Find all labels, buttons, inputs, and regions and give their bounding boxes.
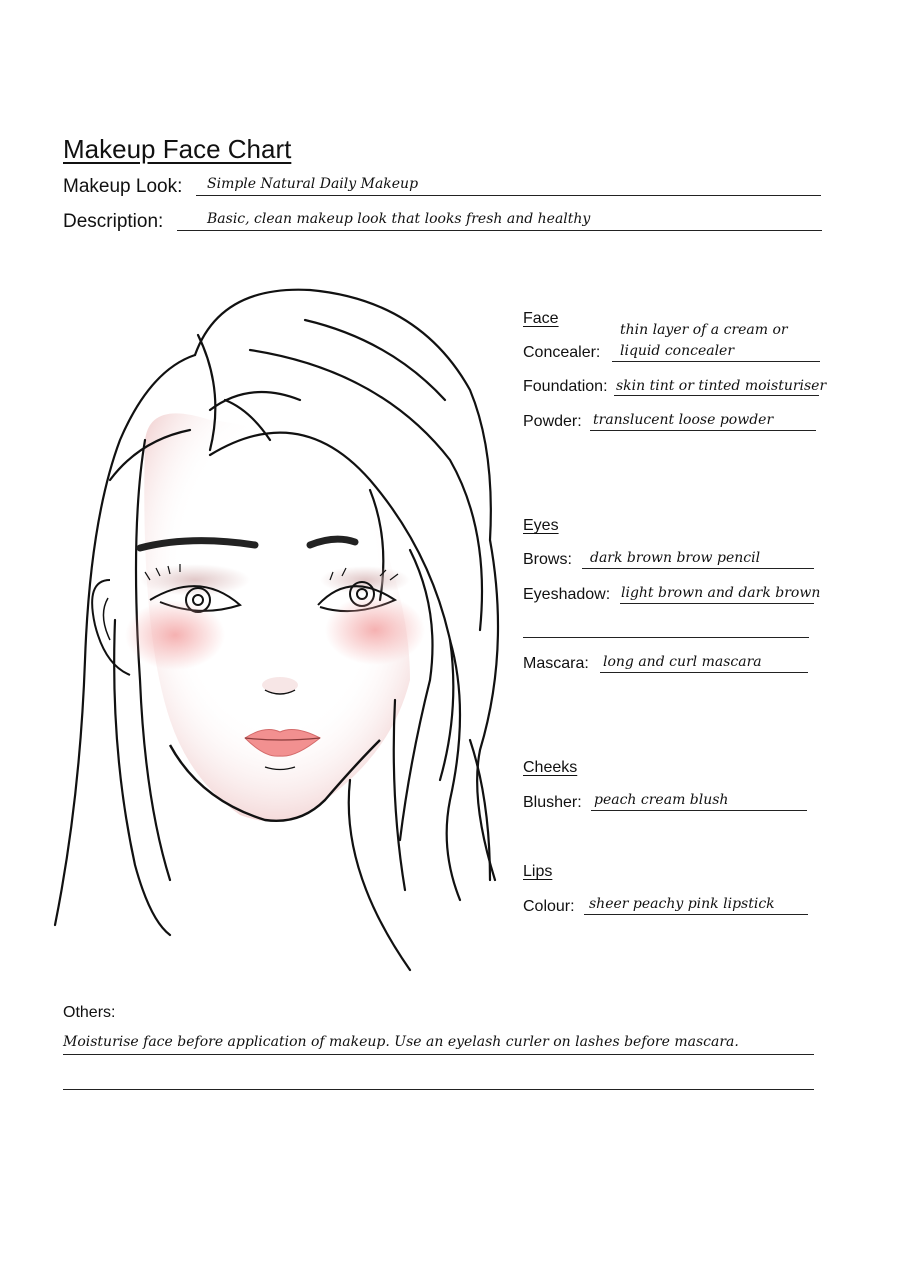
powder-label: Powder: bbox=[523, 413, 582, 430]
concealer-value-line1: thin layer of a cream or bbox=[620, 322, 788, 338]
brows-line bbox=[582, 568, 814, 569]
face-heading: Face bbox=[523, 310, 559, 327]
foundation-label: Foundation: bbox=[523, 378, 608, 395]
page-title: Makeup Face Chart bbox=[63, 134, 292, 164]
lips-heading: Lips bbox=[523, 863, 553, 880]
colour-line bbox=[584, 914, 808, 915]
others-line-1 bbox=[63, 1054, 814, 1055]
makeup-look-label: Makeup Look: bbox=[63, 176, 183, 197]
brows-value: dark brown brow pencil bbox=[590, 550, 761, 566]
others-label: Others: bbox=[63, 1004, 116, 1021]
foundation-line bbox=[614, 395, 819, 396]
blusher-label: Blusher: bbox=[523, 794, 582, 811]
mascara-line bbox=[600, 672, 808, 673]
colour-value: sheer peachy pink lipstick bbox=[589, 896, 775, 912]
eyes-heading: Eyes bbox=[523, 517, 559, 534]
blusher-value: peach cream blush bbox=[594, 792, 729, 808]
description-value: Basic, clean makeup look that looks fresh and healthy bbox=[207, 211, 591, 227]
concealer-line bbox=[612, 361, 820, 362]
blusher-line bbox=[591, 810, 807, 811]
blush-left bbox=[125, 600, 225, 670]
brows-label: Brows: bbox=[523, 551, 572, 568]
eyeshadow-label: Eyeshadow: bbox=[523, 586, 611, 603]
concealer-label: Concealer: bbox=[523, 344, 601, 361]
blush-right bbox=[325, 595, 425, 665]
eyeshadow-line-2 bbox=[523, 637, 809, 638]
makeup-look-line bbox=[196, 195, 821, 196]
colour-label: Colour: bbox=[523, 898, 575, 915]
eyeshadow-value: light brown and dark brown bbox=[621, 585, 821, 601]
others-value: Moisturise face before application of makeup. Use an eyelash curler on lashes before mascara. bbox=[63, 1034, 739, 1050]
makeup-look-value: Simple Natural Daily Makeup bbox=[207, 176, 419, 192]
description-line bbox=[177, 230, 822, 231]
foundation-value: skin tint or tinted moisturiser bbox=[616, 378, 827, 394]
face-illustration bbox=[50, 280, 520, 980]
description-label: Description: bbox=[63, 211, 164, 232]
powder-line bbox=[590, 430, 816, 431]
eyeshadow-line bbox=[620, 603, 814, 604]
concealer-value-line2: liquid concealer bbox=[620, 343, 735, 359]
powder-value: translucent loose powder bbox=[593, 412, 774, 428]
cheeks-heading: Cheeks bbox=[523, 759, 578, 776]
mascara-value: long and curl mascara bbox=[603, 654, 762, 670]
others-line-2 bbox=[63, 1089, 814, 1090]
mascara-label: Mascara: bbox=[523, 655, 589, 672]
